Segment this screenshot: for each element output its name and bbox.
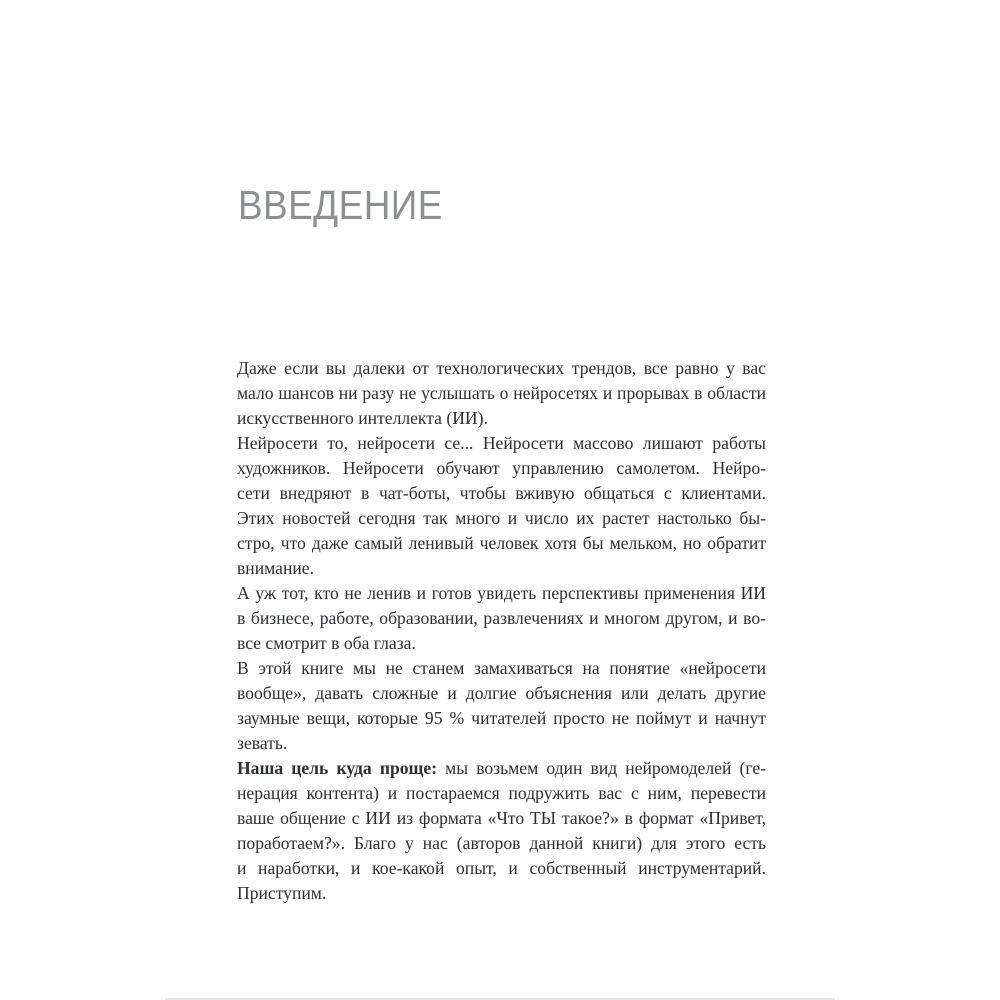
body-text: [237, 356, 766, 906]
chapter-title: ВВЕДЕНИЕ: [238, 182, 443, 228]
text-line: Наша цель куда проще: мы возьмем один вид нейромоделей (ге-: [237, 758, 766, 778]
text-line: зевать.: [237, 733, 288, 753]
text-line: и наработки, и кое-какой опыт, и собственный инструментарий.: [237, 858, 766, 878]
text-line: стро, что даже самый ленивый человек хотя бы мельком, но обратит: [237, 533, 766, 553]
text-line: В этой книге мы не станем замахиваться на понятие «нейросети: [237, 658, 766, 678]
paragraph: [237, 581, 766, 656]
text-line: сети внедряют в чат-боты, чтобы вживую общаться с клиентами.: [237, 483, 766, 503]
text-line: в бизнесе, работе, образовании, развлечениях и многом другом, и во-: [237, 608, 766, 628]
paragraph: [237, 431, 766, 581]
text-line: внимание.: [237, 558, 314, 578]
text-line: Этих новостей сегодня так много и число их растет настолько бы-: [237, 508, 766, 528]
paragraph: [237, 656, 766, 756]
text-line: заумные вещи, которые 95 % читателей просто не поймут и начнут: [237, 708, 766, 728]
text-line: вообще», давать сложные и долгие объяснения или делать другие: [237, 683, 766, 703]
bold-lead: Наша цель куда проще:: [237, 758, 438, 778]
text-line: ваше общение с ИИ из формата «Что ТЫ такое?» в формат «Привет,: [237, 808, 766, 828]
text-line: А уж тот, кто не ленив и готов увидеть перспективы применения ИИ: [237, 583, 766, 603]
text-line: поработаем?». Благо у нас (авторов данной книги) для этого есть: [237, 833, 766, 853]
text-line: мало шансов ни разу не услышать о нейросетях и прорывах в области: [237, 383, 766, 403]
text-line: художников. Нейросети обучают управлению самолетом. Нейро-: [237, 458, 766, 478]
text-line: нерация контента) и постараемся подружить вас с ним, перевести: [237, 783, 766, 803]
text-line: искусственного интеллекта (ИИ).: [237, 408, 488, 428]
text-line: Даже если вы далеки от технологических трендов, все равно у вас: [237, 358, 766, 378]
text-line: Приступим.: [237, 883, 327, 903]
paragraph: [237, 356, 766, 431]
text-line: Нейросети то, нейросети се... Нейросети массово лишают работы: [237, 433, 766, 453]
text-line: все смотрит в оба глаза.: [237, 633, 416, 653]
paragraph: [237, 756, 766, 906]
